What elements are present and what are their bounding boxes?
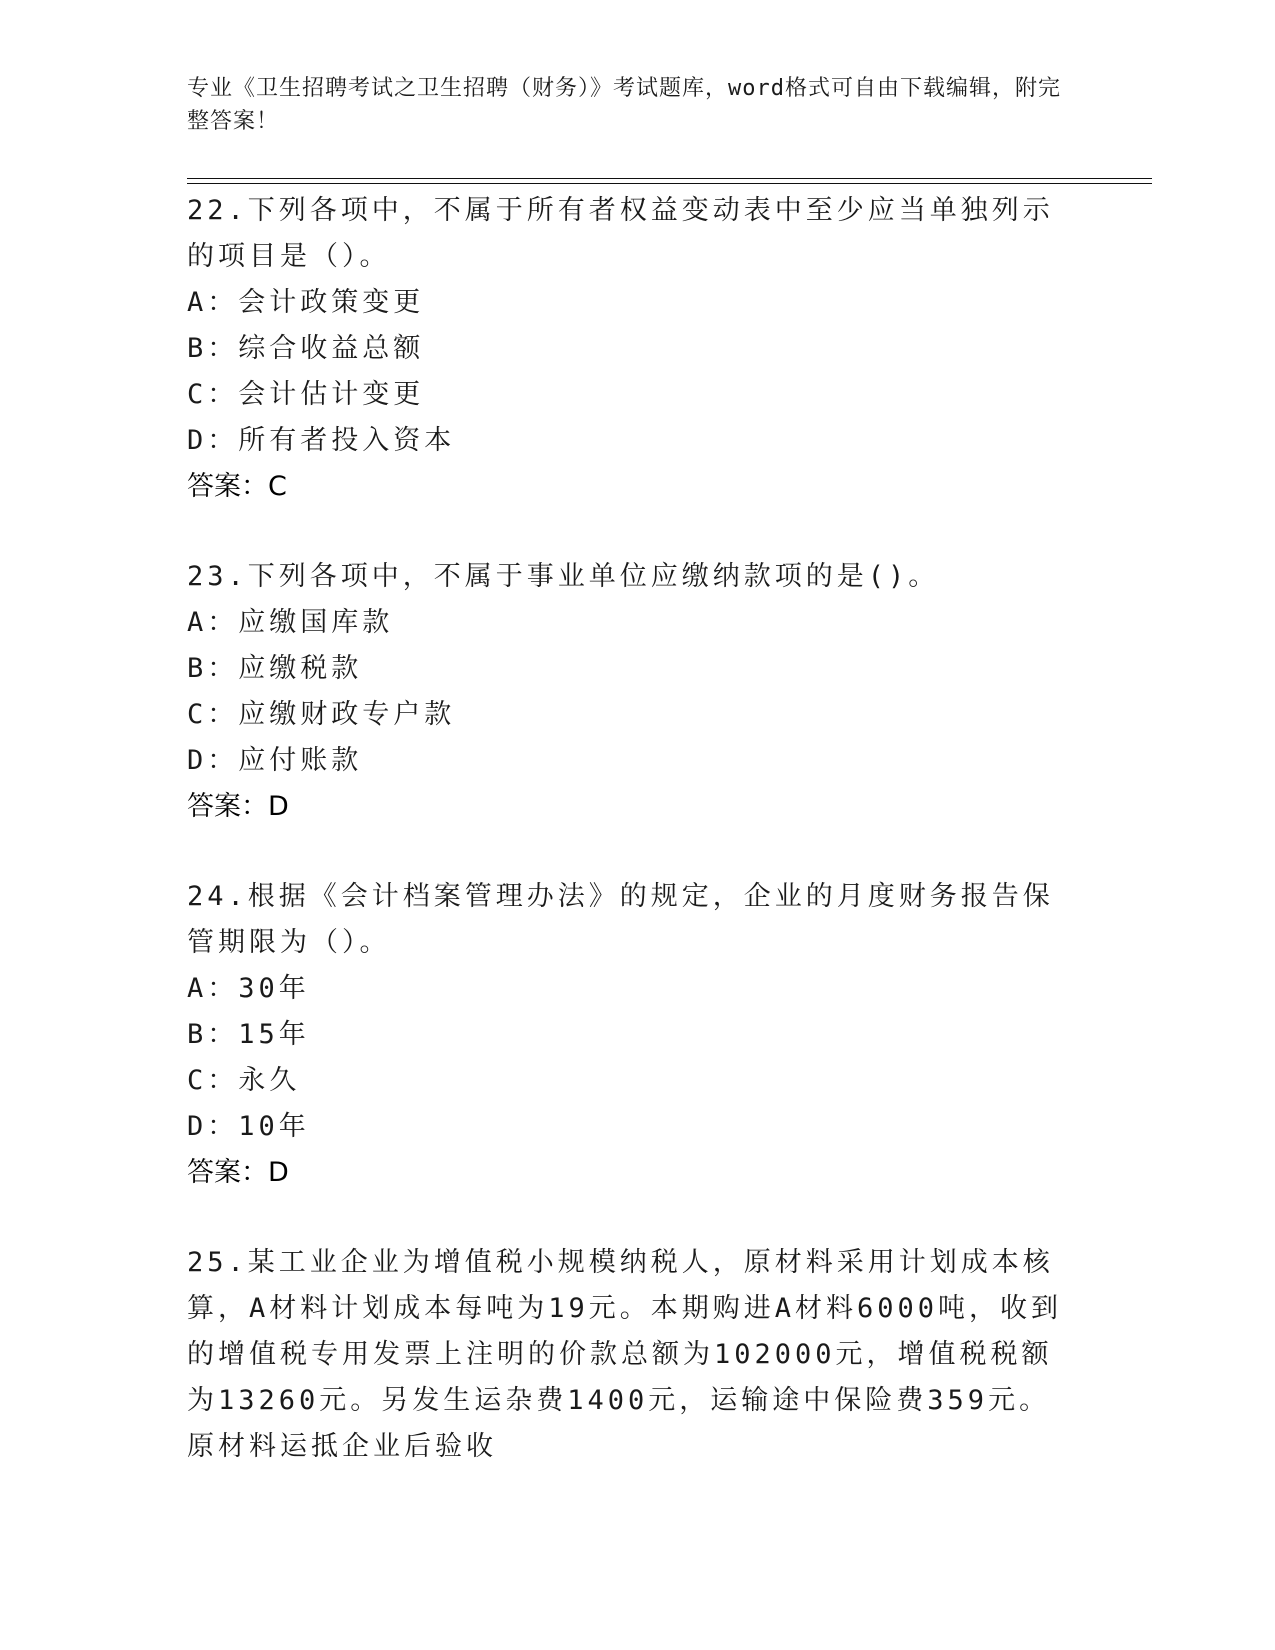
document-header: [187, 72, 1067, 138]
question-24: [187, 874, 1077, 1196]
question-23: [187, 554, 1077, 830]
question-stem: 23.下列各项中，不属于事业单位应缴纳款项的是()。: [187, 561, 940, 592]
option-d: D：应付账款: [187, 745, 363, 776]
question-list: [187, 188, 1077, 1514]
option-b: B：综合收益总额: [187, 333, 425, 364]
option-c: C：应缴财政专户款: [187, 699, 456, 730]
header-text: 专业《卫生招聘考试之卫生招聘（财务）》考试题库，word格式可自由下载编辑，附完整答案！: [187, 76, 1061, 134]
option-a: A：30年: [187, 973, 310, 1004]
answer-label: 答案：D: [187, 791, 289, 822]
option-b: B：15年: [187, 1019, 310, 1050]
option-b: B：应缴税款: [187, 653, 363, 684]
option-c: C：永久: [187, 1065, 301, 1096]
option-c: C：会计估计变更: [187, 379, 425, 410]
option-a: A：会计政策变更: [187, 287, 425, 318]
answer-label: 答案：D: [187, 1157, 289, 1188]
question-stem: 24.根据《会计档案管理办法》的规定，企业的月度财务报告保管期限为（）。: [187, 881, 1054, 958]
question-22: [187, 188, 1077, 510]
header-divider-top: [187, 178, 1152, 179]
question-stem: 22.下列各项中，不属于所有者权益变动表中至少应当单独列示的项目是（）。: [187, 195, 1054, 272]
question-stem: 25.某工业企业为增值税小规模纳税人，原材料采用计划成本核算，A材料计划成本每吨为19元。本期购进A材料6000吨，收到的增值税专用发票上注明的价款总额为102000元，增值税税额为13260元。另发生运杂费1400元，运输途中保险费359元。原材料运抵企业后验收: [187, 1247, 1063, 1462]
option-a: A：应缴国库款: [187, 607, 394, 638]
option-d: D：所有者投入资本: [187, 425, 456, 456]
option-d: D：10年: [187, 1111, 310, 1142]
header-divider-bottom: [187, 183, 1152, 184]
answer-label: 答案：C: [187, 471, 287, 502]
question-25: [187, 1240, 1077, 1470]
